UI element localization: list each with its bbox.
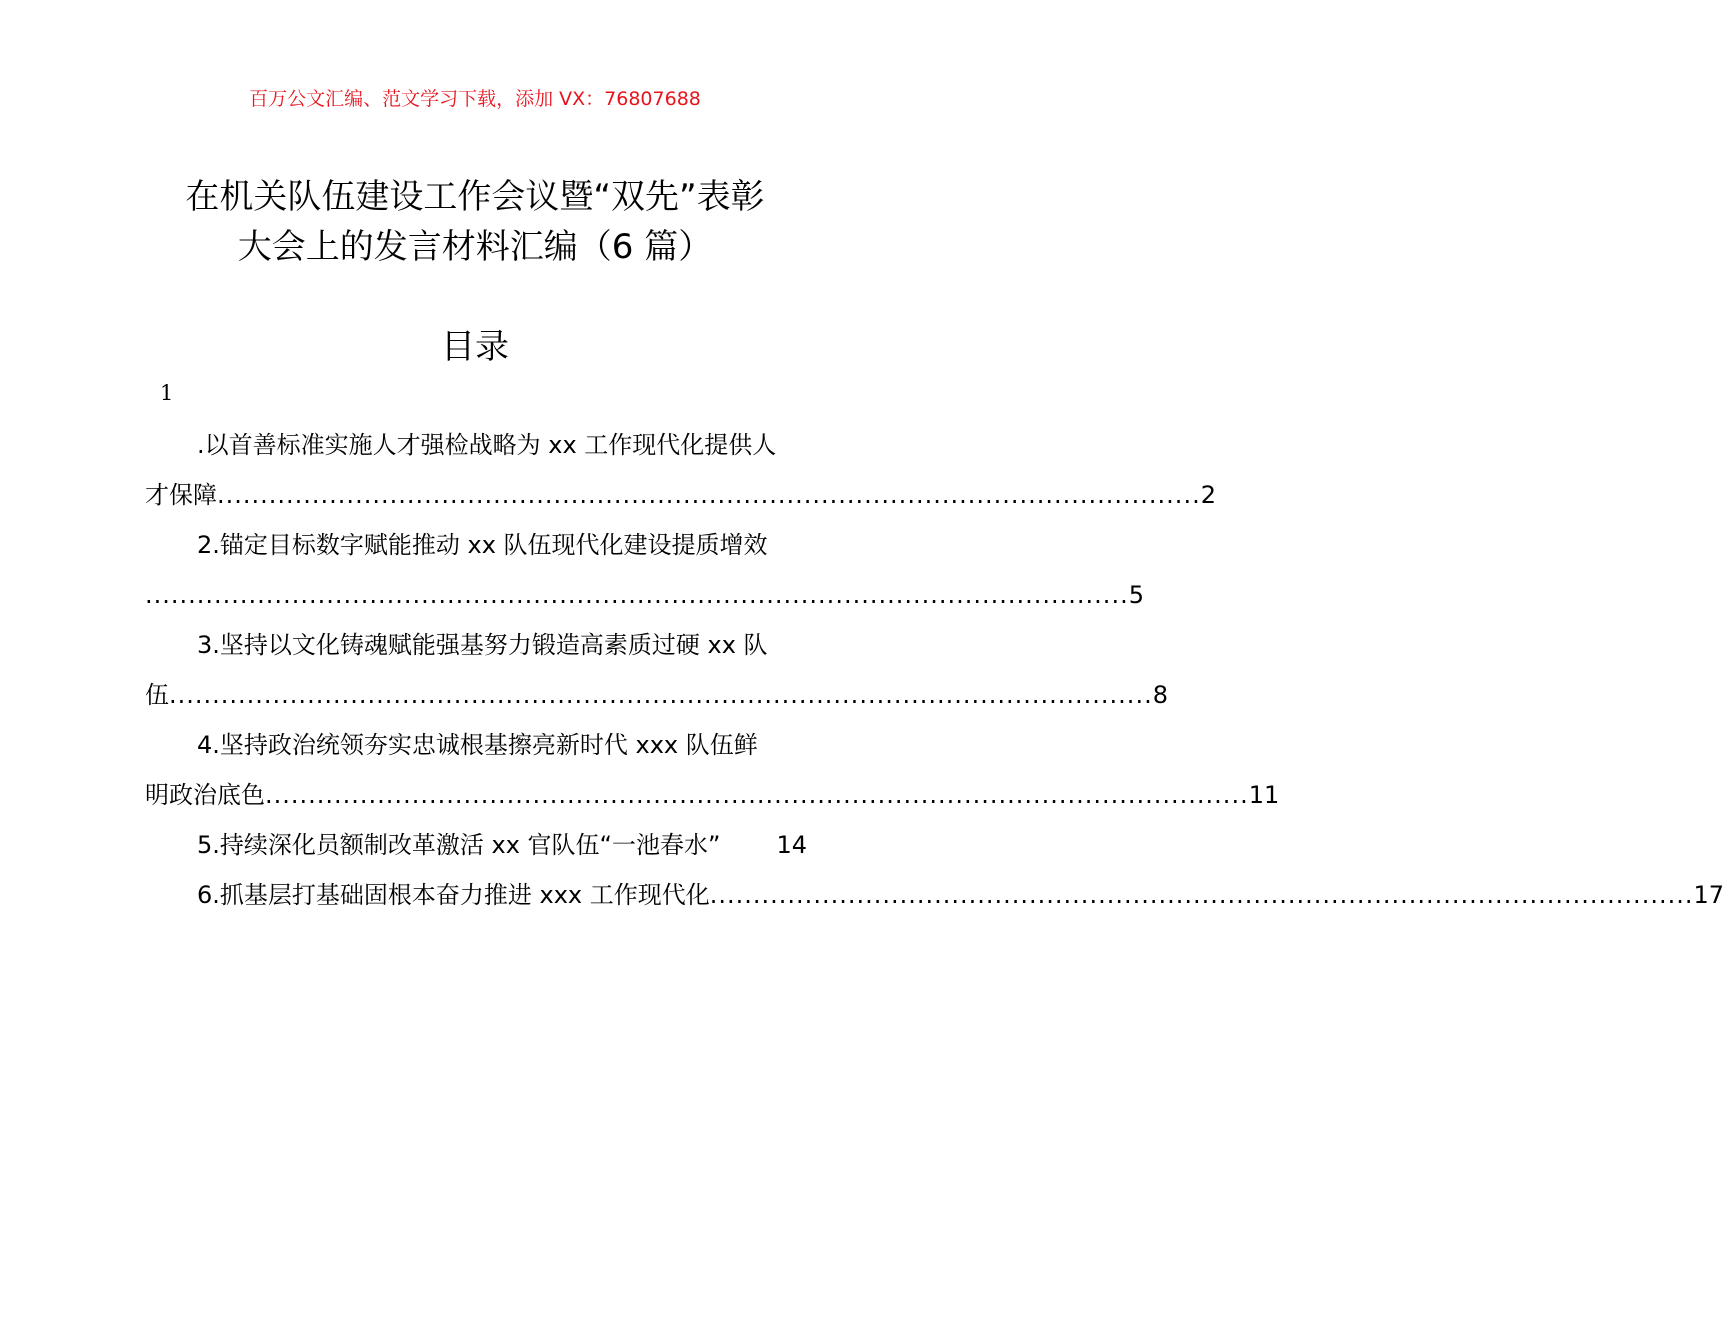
toc-leader-dots: .................................................................................................................. bbox=[265, 781, 1249, 809]
toc-item-2-page: 5 bbox=[1128, 581, 1144, 609]
toc-leader-dots: .................................................................................................................. bbox=[217, 481, 1201, 509]
toc-leader-dots: .................................................................................................................. bbox=[145, 581, 1129, 609]
toc-item-4-line-1[interactable]: 4.坚持政治统领夯实忠诚根基擦亮新时代 xxx 队伍鲜 bbox=[197, 731, 758, 759]
toc-item-2-line-2[interactable] bbox=[145, 570, 1144, 620]
toc-item-6-text: 6.抓基层打基础固根本奋力推进 xxx 工作现代化 bbox=[197, 881, 710, 909]
table-of-contents bbox=[145, 420, 1724, 920]
toc-item-1-page: 2 bbox=[1200, 481, 1216, 509]
toc-item-5-text: 5.持续深化员额制改革激活 xx 官队伍“一池春水” bbox=[197, 831, 721, 859]
toc-leader-dots: .................................................................................................................. bbox=[709, 881, 1694, 909]
toc-item-5[interactable] bbox=[145, 820, 807, 870]
toc-item-6[interactable] bbox=[145, 870, 1724, 920]
toc-item-4-page: 11 bbox=[1248, 781, 1280, 809]
title-line-1: 在机关队伍建设工作会议暨“双先”表彰 bbox=[185, 177, 765, 217]
toc-item-6-page: 17 bbox=[1693, 881, 1724, 909]
toc-item-5-page: 14 bbox=[776, 831, 807, 859]
toc-spacer bbox=[720, 820, 776, 870]
toc-item-3-page: 8 bbox=[1152, 681, 1168, 709]
toc-item-3-line-2[interactable] bbox=[145, 670, 1168, 720]
toc-item-2-line-1[interactable]: 2.锚定目标数字赋能推动 xx 队伍现代化建设提质增效 bbox=[197, 531, 768, 559]
toc-item-1-line-1[interactable]: .以首善标准实施人才强检战略为 xx 工作现代化提供人 bbox=[197, 431, 777, 459]
document-title bbox=[0, 172, 950, 272]
title-line-2: 大会上的发言材料汇编（6 篇） bbox=[237, 227, 713, 267]
toc-heading: 目录 bbox=[441, 327, 509, 367]
toc-item-4-line-2[interactable] bbox=[145, 770, 1280, 820]
item-number-1: 1 bbox=[160, 381, 174, 405]
promo-banner: 百万公文汇编、范文学习下载，添加 VX：76807688 bbox=[249, 88, 701, 110]
toc-item-4-text: 明政治底色 bbox=[145, 781, 265, 809]
toc-item-1-line-2[interactable] bbox=[145, 470, 1216, 520]
toc-leader-dots: .................................................................................................................. bbox=[169, 681, 1153, 709]
toc-item-3-text: 伍 bbox=[145, 681, 169, 709]
toc-item-3-line-1[interactable]: 3.坚持以文化铸魂赋能强基努力锻造高素质过硬 xx 队 bbox=[197, 631, 768, 659]
toc-item-1-text: 才保障 bbox=[145, 481, 217, 509]
